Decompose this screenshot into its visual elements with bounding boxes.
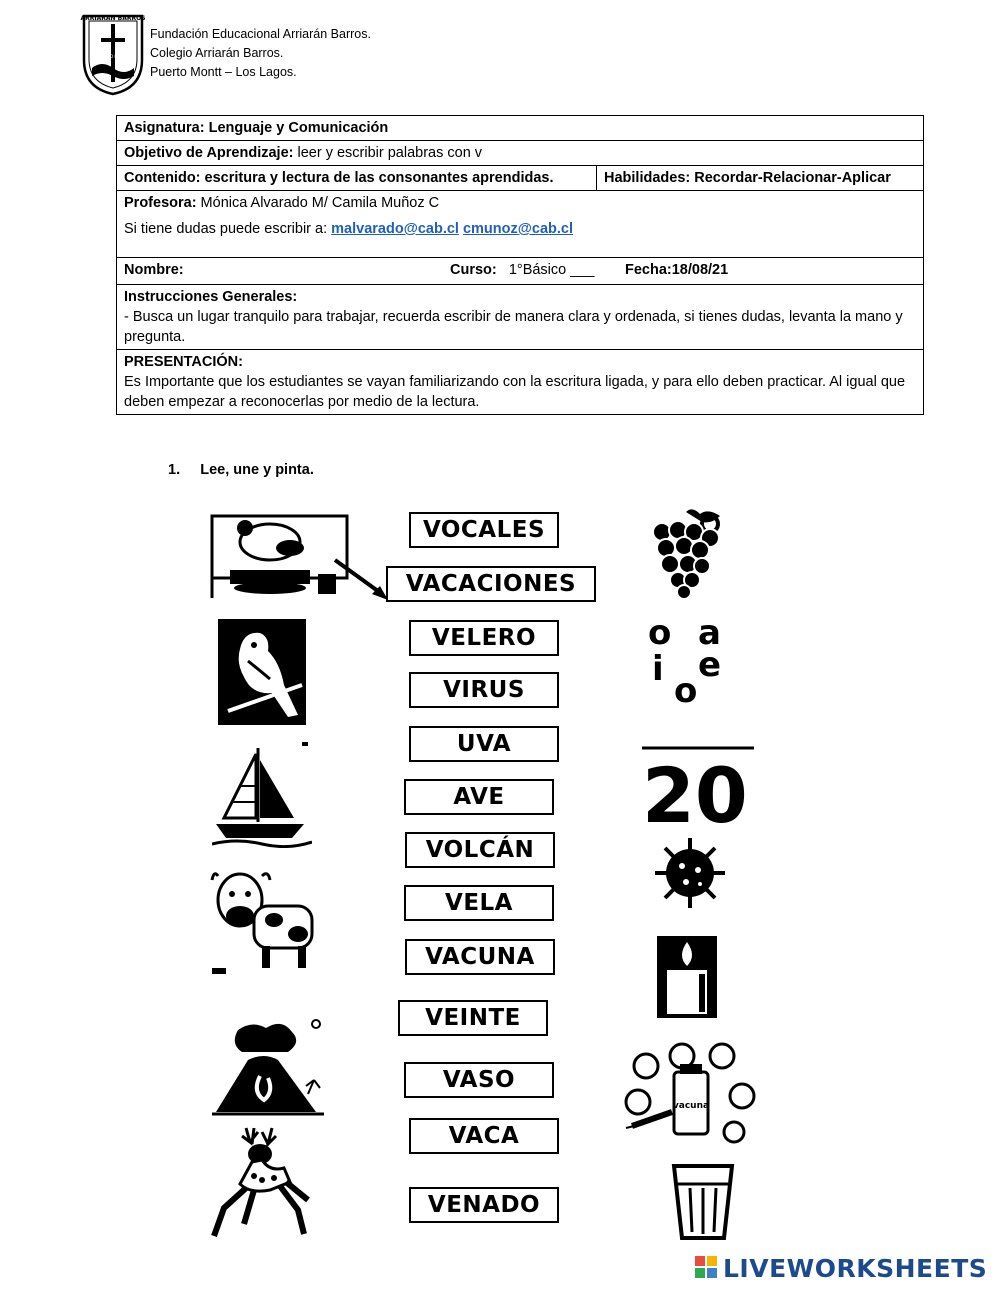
profesora-cell: Profesora: Mónica Alvarado M/ Camila Muñoz C Si tiene dudas puede escribir a: malvarado@cab.cl cmunoz@cab.cl	[117, 191, 924, 258]
svg-text:e: e	[698, 645, 722, 685]
contenido-cell: Contenido: escritura y lectura de las consonantes aprendidas.	[117, 166, 597, 191]
svg-text:ARRIARAN BARROS: ARRIARAN BARROS	[80, 15, 146, 22]
instrucciones-cell: Instrucciones Generales: - Busca un lugar tranquilo para trabajar, recuerda escribir de manera clara y ordenada, si tienes dudas, levanta la mano y pregunta.	[117, 285, 924, 350]
word-box-vela[interactable]: VELA	[404, 885, 554, 921]
svg-text:20: 20	[642, 751, 748, 828]
word-box-vaso[interactable]: VASO	[404, 1062, 554, 1098]
svg-text:vacuna: vacuna	[672, 1101, 710, 1111]
deer-picture	[210, 1124, 310, 1245]
grapes-picture	[640, 508, 730, 605]
email-link-1[interactable]: malvarado@cab.cl	[331, 221, 459, 237]
school-line-1: Fundación Educacional Arriarán Barros.	[150, 27, 371, 41]
svg-text:i: i	[652, 649, 664, 689]
presentacion-cell: PRESENTACIÓN: Es Importante que los estudiantes se vayan familiarizando con la escritura ligada, y para ello deben practicar. Al igual que deben empezar a reconocerlas por medio de la lectura.	[117, 350, 924, 415]
word-box-vocales[interactable]: VOCALES	[409, 512, 559, 548]
word-box-vacaciones[interactable]: VACACIONES	[386, 566, 596, 602]
asignatura-cell: Asignatura: Lenguaje y Comunicación	[117, 116, 924, 141]
word-box-vacuna[interactable]: VACUNA	[405, 939, 555, 975]
email-link-2[interactable]: cmunoz@cab.cl	[462, 221, 573, 237]
vowels-picture	[646, 618, 730, 711]
volcano-picture	[212, 1016, 324, 1121]
question-title: 1. Lee, une y pinta.	[168, 462, 314, 478]
sailboat-picture	[212, 742, 312, 853]
word-box-veinte[interactable]: VEINTE	[398, 1000, 548, 1036]
liveworksheets-brand: LIVEWORKSHEETS	[695, 1254, 987, 1283]
virus-picture	[652, 834, 728, 917]
objetivo-cell: Objetivo de Aprendizaje: leer y escribir palabras con v	[117, 141, 924, 166]
svg-text:o: o	[648, 618, 672, 653]
number-twenty-picture	[642, 744, 758, 833]
school-header	[150, 25, 371, 82]
word-box-velero[interactable]: VELERO	[409, 620, 559, 656]
word-box-uva[interactable]: UVA	[409, 726, 559, 762]
bird-picture	[218, 619, 306, 730]
word-box-volcan[interactable]: VOLCÁN	[405, 832, 555, 868]
svg-text:PUERTO MONTT: PUERTO MONTT	[97, 54, 129, 59]
word-box-vaca[interactable]: VACA	[409, 1118, 559, 1154]
svg-text:o: o	[674, 671, 698, 706]
school-line-3: Puerto Montt – Los Lagos.	[150, 65, 297, 79]
word-box-venado[interactable]: VENADO	[409, 1187, 559, 1223]
vacation-picture	[210, 512, 390, 607]
word-box-virus[interactable]: VIRUS	[409, 672, 559, 708]
curso-value: 1°Básico ___	[508, 262, 595, 278]
candle-picture	[657, 936, 717, 1023]
vaccine-picture	[624, 1042, 756, 1151]
fecha: Fecha:18/08/21	[625, 262, 729, 278]
glass-picture	[670, 1162, 736, 1247]
svg-text:a: a	[698, 618, 721, 653]
cow-picture	[210, 866, 320, 983]
word-box-ave[interactable]: AVE	[404, 779, 554, 815]
info-table	[116, 115, 924, 415]
liveworksheets-logo-icon	[695, 1256, 719, 1282]
habilidades-cell: Habilidades: Recordar-Relacionar-Aplicar	[597, 166, 924, 191]
nombre-cell: Nombre: Curso: 1°Básico ___ Fecha:18/08/21	[117, 258, 924, 285]
school-line-2: Colegio Arriarán Barros.	[150, 46, 284, 60]
school-logo	[80, 10, 146, 96]
